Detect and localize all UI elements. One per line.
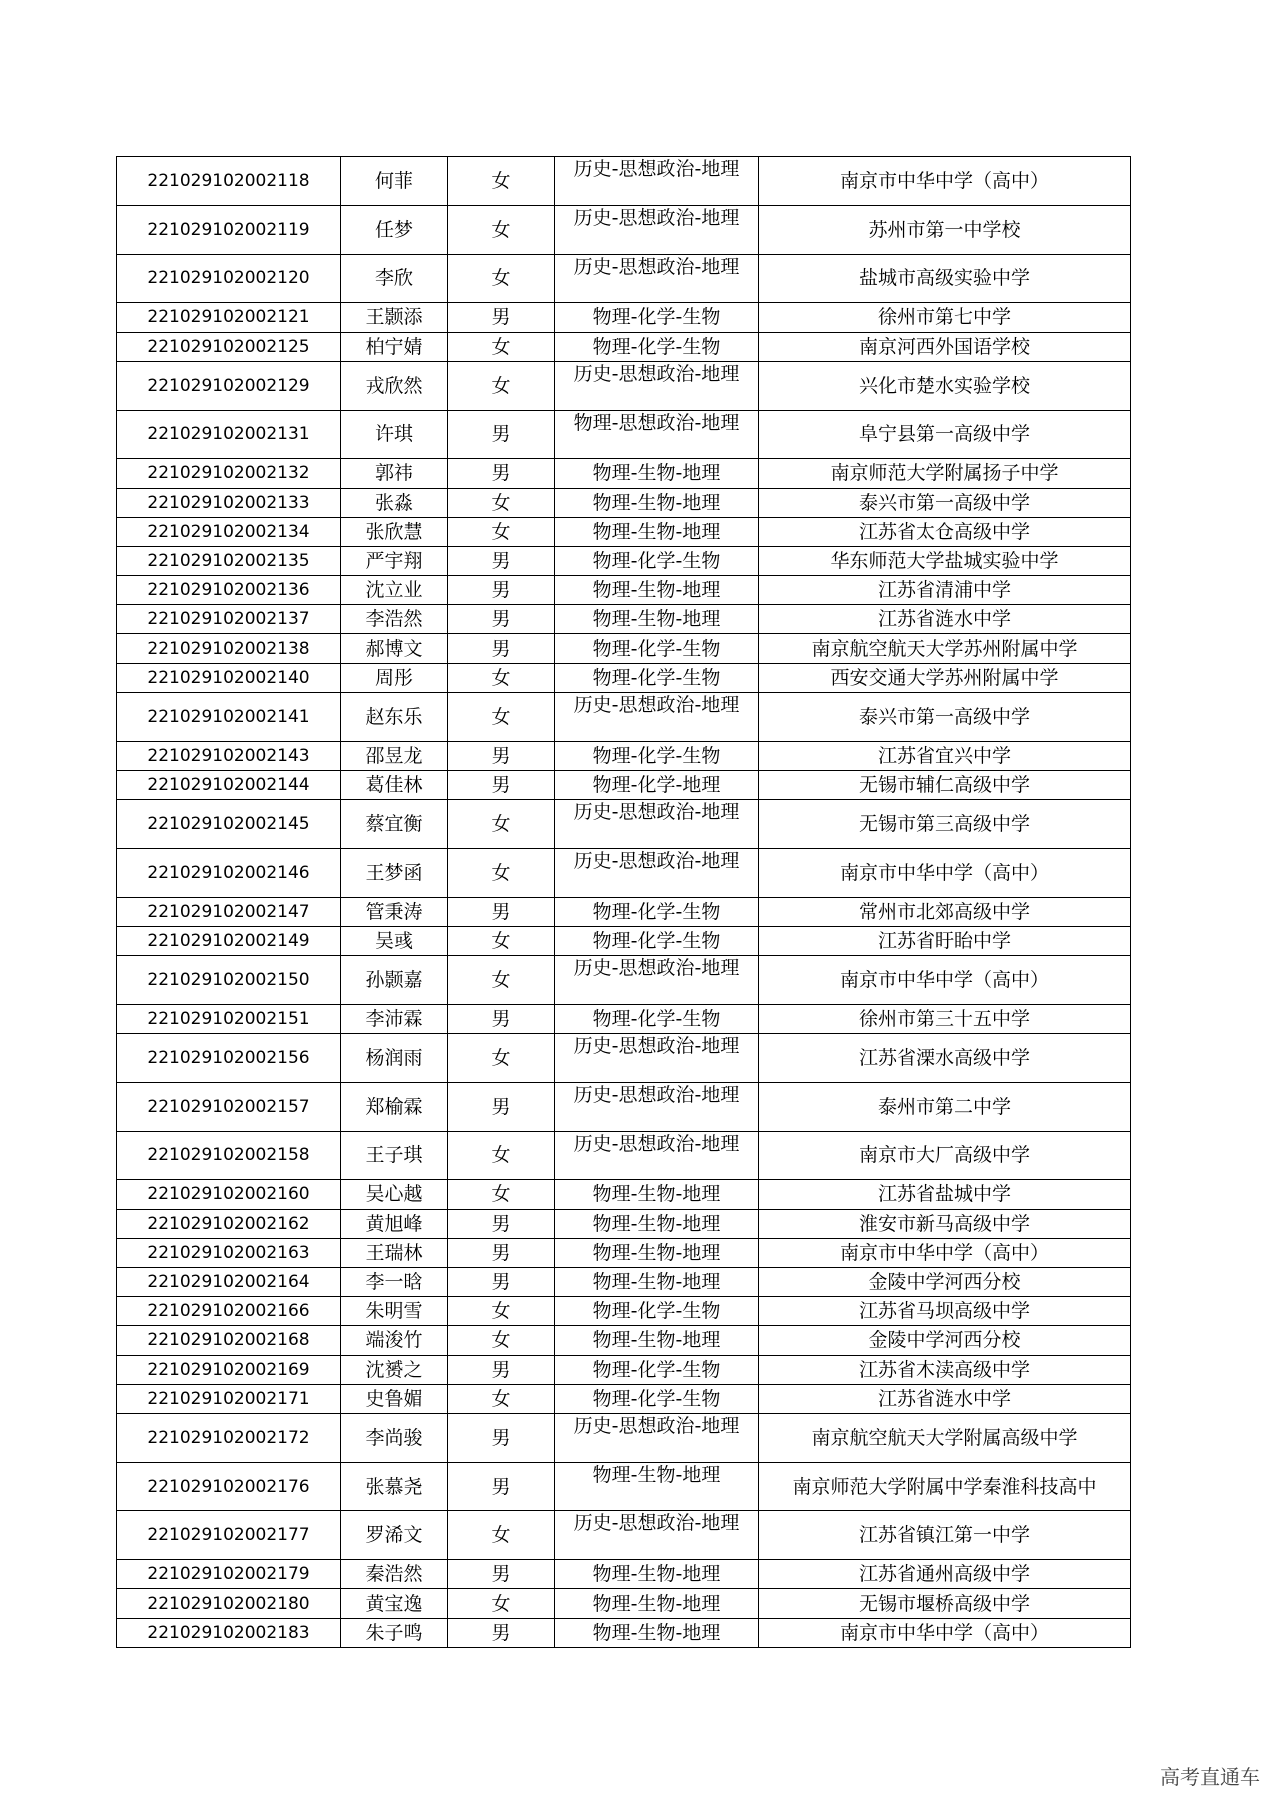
- subject-combination-cell: 历史-思想政治-地理: [555, 205, 759, 254]
- student-id-cell: 221029102002158: [117, 1131, 341, 1180]
- school-cell: 南京航空航天大学附属高级中学: [759, 1413, 1131, 1462]
- student-roster-table: [116, 156, 1131, 1648]
- gender-cell: 女: [448, 1131, 555, 1180]
- school-cell: 南京师范大学附属中学秦淮科技高中: [759, 1462, 1131, 1511]
- gender-cell: 女: [448, 800, 555, 849]
- student-id-cell: 221029102002160: [117, 1180, 341, 1209]
- subject-combination-cell: 历史-思想政治-地理: [555, 800, 759, 849]
- student-id-cell: 221029102002157: [117, 1082, 341, 1131]
- subject-combination-cell: 物理-化学-生物: [555, 663, 759, 692]
- school-cell: 南京航空航天大学苏州附属中学: [759, 634, 1131, 663]
- gender-cell: 女: [448, 488, 555, 517]
- student-id-cell: 221029102002120: [117, 254, 341, 303]
- school-cell: 南京市中华中学（高中）: [759, 157, 1131, 206]
- student-name-cell: 郑榆霖: [341, 1082, 448, 1131]
- school-cell: 泰州市第二中学: [759, 1082, 1131, 1131]
- gender-cell: 男: [448, 1462, 555, 1511]
- gender-cell: 女: [448, 157, 555, 206]
- subject-combination-cell: 历史-思想政治-地理: [555, 956, 759, 1005]
- subject-combination-cell: 物理-生物-地理: [555, 1180, 759, 1209]
- student-id-cell: 221029102002118: [117, 157, 341, 206]
- student-name-cell: 朱子鸣: [341, 1618, 448, 1647]
- gender-cell: 男: [448, 459, 555, 488]
- student-id-cell: 221029102002162: [117, 1209, 341, 1238]
- student-name-cell: 许琪: [341, 410, 448, 459]
- gender-cell: 男: [448, 1082, 555, 1131]
- subject-combination-cell: 物理-化学-生物: [555, 303, 759, 332]
- student-name-cell: 孙颢嘉: [341, 956, 448, 1005]
- gender-cell: 女: [448, 517, 555, 546]
- gender-cell: 男: [448, 1560, 555, 1589]
- student-name-cell: 黄宝逸: [341, 1589, 448, 1618]
- subject-combination-cell: 物理-生物-地理: [555, 605, 759, 634]
- student-id-cell: 221029102002151: [117, 1004, 341, 1033]
- gender-cell: 女: [448, 956, 555, 1005]
- school-cell: 华东师范大学盐城实验中学: [759, 546, 1131, 575]
- subject-combination-cell: 物理-化学-生物: [555, 926, 759, 955]
- school-cell: 淮安市新马高级中学: [759, 1209, 1131, 1238]
- subject-combination-cell: 历史-思想政治-地理: [555, 1511, 759, 1560]
- subject-combination-cell: 物理-生物-地理: [555, 488, 759, 517]
- subject-combination-cell: 物理-生物-地理: [555, 576, 759, 605]
- school-cell: 南京市中华中学（高中）: [759, 1618, 1131, 1647]
- student-name-cell: 吴心越: [341, 1180, 448, 1209]
- student-name-cell: 张淼: [341, 488, 448, 517]
- gender-cell: 男: [448, 1209, 555, 1238]
- student-name-cell: 黄旭峰: [341, 1209, 448, 1238]
- student-name-cell: 端浚竹: [341, 1326, 448, 1355]
- student-id-cell: 221029102002135: [117, 546, 341, 575]
- school-cell: 江苏省宜兴中学: [759, 741, 1131, 770]
- student-id-cell: 221029102002141: [117, 692, 341, 741]
- student-name-cell: 李一晗: [341, 1267, 448, 1296]
- student-name-cell: 王子琪: [341, 1131, 448, 1180]
- gender-cell: 女: [448, 1384, 555, 1413]
- school-cell: 南京河西外国语学校: [759, 332, 1131, 361]
- school-cell: 江苏省涟水中学: [759, 605, 1131, 634]
- roster-body: [117, 157, 1131, 1648]
- gender-cell: 女: [448, 1297, 555, 1326]
- gender-cell: 男: [448, 741, 555, 770]
- school-cell: 南京市中华中学（高中）: [759, 1238, 1131, 1267]
- student-id-cell: 221029102002176: [117, 1462, 341, 1511]
- subject-combination-cell: 物理-生物-地理: [555, 1209, 759, 1238]
- student-id-cell: 221029102002146: [117, 848, 341, 897]
- school-cell: 无锡市辅仁高级中学: [759, 770, 1131, 799]
- table-row: [117, 546, 1131, 575]
- student-id-cell: 221029102002171: [117, 1384, 341, 1413]
- student-id-cell: 221029102002150: [117, 956, 341, 1005]
- table-row: [117, 1355, 1131, 1384]
- student-name-cell: 王颢添: [341, 303, 448, 332]
- student-name-cell: 王瑞林: [341, 1238, 448, 1267]
- school-cell: 江苏省木渎高级中学: [759, 1355, 1131, 1384]
- subject-combination-cell: 物理-生物-地理: [555, 1267, 759, 1296]
- table-row: [117, 1209, 1131, 1238]
- school-cell: 江苏省太仓高级中学: [759, 517, 1131, 546]
- student-name-cell: 史鲁媚: [341, 1384, 448, 1413]
- table-row: [117, 663, 1131, 692]
- table-row: [117, 332, 1131, 361]
- student-id-cell: 221029102002134: [117, 517, 341, 546]
- school-cell: 盐城市高级实验中学: [759, 254, 1131, 303]
- table-row: [117, 1180, 1131, 1209]
- student-id-cell: 221029102002137: [117, 605, 341, 634]
- table-row: [117, 770, 1131, 799]
- subject-combination-cell: 物理-化学-生物: [555, 1355, 759, 1384]
- school-cell: 江苏省镇江第一中学: [759, 1511, 1131, 1560]
- student-id-cell: 221029102002166: [117, 1297, 341, 1326]
- gender-cell: 男: [448, 1267, 555, 1296]
- student-id-cell: 221029102002156: [117, 1033, 341, 1082]
- student-name-cell: 杨润雨: [341, 1033, 448, 1082]
- gender-cell: 男: [448, 410, 555, 459]
- student-id-cell: 221029102002121: [117, 303, 341, 332]
- subject-combination-cell: 物理-化学-生物: [555, 1004, 759, 1033]
- table-row: [117, 1267, 1131, 1296]
- school-cell: 阜宁县第一高级中学: [759, 410, 1131, 459]
- gender-cell: 女: [448, 332, 555, 361]
- school-cell: 江苏省盐城中学: [759, 1180, 1131, 1209]
- student-name-cell: 管秉涛: [341, 897, 448, 926]
- school-cell: 苏州市第一中学校: [759, 205, 1131, 254]
- subject-combination-cell: 历史-思想政治-地理: [555, 848, 759, 897]
- school-cell: 江苏省清浦中学: [759, 576, 1131, 605]
- subject-combination-cell: 物理-生物-地理: [555, 1618, 759, 1647]
- student-id-cell: 221029102002177: [117, 1511, 341, 1560]
- gender-cell: 女: [448, 254, 555, 303]
- gender-cell: 男: [448, 770, 555, 799]
- gender-cell: 女: [448, 848, 555, 897]
- gender-cell: 男: [448, 1355, 555, 1384]
- student-name-cell: 郭祎: [341, 459, 448, 488]
- table-row: [117, 1131, 1131, 1180]
- student-name-cell: 郝博文: [341, 634, 448, 663]
- student-id-cell: 221029102002132: [117, 459, 341, 488]
- table-row: [117, 1297, 1131, 1326]
- student-name-cell: 柏宁婧: [341, 332, 448, 361]
- subject-combination-cell: 历史-思想政治-地理: [555, 361, 759, 410]
- school-cell: 南京市中华中学（高中）: [759, 848, 1131, 897]
- student-id-cell: 221029102002147: [117, 897, 341, 926]
- table-row: [117, 956, 1131, 1005]
- student-id-cell: 221029102002183: [117, 1618, 341, 1647]
- table-row: [117, 1326, 1131, 1355]
- subject-combination-cell: 物理-思想政治-地理: [555, 410, 759, 459]
- student-name-cell: 王梦函: [341, 848, 448, 897]
- student-id-cell: 221029102002125: [117, 332, 341, 361]
- table-row: [117, 1589, 1131, 1618]
- student-id-cell: 221029102002133: [117, 488, 341, 517]
- student-id-cell: 221029102002168: [117, 1326, 341, 1355]
- subject-combination-cell: 物理-生物-地理: [555, 1560, 759, 1589]
- student-id-cell: 221029102002138: [117, 634, 341, 663]
- student-id-cell: 221029102002131: [117, 410, 341, 459]
- gender-cell: 男: [448, 576, 555, 605]
- student-id-cell: 221029102002180: [117, 1589, 341, 1618]
- table-row: [117, 1384, 1131, 1413]
- subject-combination-cell: 历史-思想政治-地理: [555, 1413, 759, 1462]
- student-name-cell: 葛佳林: [341, 770, 448, 799]
- school-cell: 江苏省盱眙中学: [759, 926, 1131, 955]
- table-row: [117, 205, 1131, 254]
- gender-cell: 女: [448, 361, 555, 410]
- table-row: [117, 1560, 1131, 1589]
- school-cell: 泰兴市第一高级中学: [759, 692, 1131, 741]
- gender-cell: 女: [448, 692, 555, 741]
- student-id-cell: 221029102002145: [117, 800, 341, 849]
- school-cell: 泰兴市第一高级中学: [759, 488, 1131, 517]
- subject-combination-cell: 物理-生物-地理: [555, 517, 759, 546]
- gender-cell: 女: [448, 663, 555, 692]
- subject-combination-cell: 物理-生物-地理: [555, 1238, 759, 1267]
- school-cell: 常州市北郊高级中学: [759, 897, 1131, 926]
- school-cell: 西安交通大学苏州附属中学: [759, 663, 1131, 692]
- school-cell: 南京市中华中学（高中）: [759, 956, 1131, 1005]
- subject-combination-cell: 物理-化学-生物: [555, 741, 759, 770]
- student-name-cell: 戎欣然: [341, 361, 448, 410]
- gender-cell: 女: [448, 1033, 555, 1082]
- table-row: [117, 410, 1131, 459]
- student-id-cell: 221029102002172: [117, 1413, 341, 1462]
- gender-cell: 男: [448, 1238, 555, 1267]
- student-name-cell: 吴彧: [341, 926, 448, 955]
- subject-combination-cell: 历史-思想政治-地理: [555, 1082, 759, 1131]
- table-row: [117, 576, 1131, 605]
- subject-combination-cell: 历史-思想政治-地理: [555, 254, 759, 303]
- school-cell: 江苏省马坝高级中学: [759, 1297, 1131, 1326]
- school-cell: 南京师范大学附属扬子中学: [759, 459, 1131, 488]
- school-cell: 江苏省溧水高级中学: [759, 1033, 1131, 1082]
- table-row: [117, 1082, 1131, 1131]
- table-row: [117, 303, 1131, 332]
- subject-combination-cell: 历史-思想政治-地理: [555, 157, 759, 206]
- gender-cell: 男: [448, 303, 555, 332]
- student-id-cell: 221029102002179: [117, 1560, 341, 1589]
- student-name-cell: 秦浩然: [341, 1560, 448, 1589]
- subject-combination-cell: 物理-化学-生物: [555, 332, 759, 361]
- table-row: [117, 1238, 1131, 1267]
- school-cell: 金陵中学河西分校: [759, 1326, 1131, 1355]
- table-row: [117, 800, 1131, 849]
- school-cell: 兴化市楚水实验学校: [759, 361, 1131, 410]
- table-row: [117, 517, 1131, 546]
- school-cell: 江苏省通州高级中学: [759, 1560, 1131, 1589]
- table-row: [117, 926, 1131, 955]
- subject-combination-cell: 物理-化学-生物: [555, 546, 759, 575]
- subject-combination-cell: 物理-化学-地理: [555, 770, 759, 799]
- gender-cell: 女: [448, 1326, 555, 1355]
- table-row: [117, 897, 1131, 926]
- table-row: [117, 605, 1131, 634]
- table-row: [117, 361, 1131, 410]
- gender-cell: 女: [448, 205, 555, 254]
- school-cell: 江苏省涟水中学: [759, 1384, 1131, 1413]
- table-row: [117, 1004, 1131, 1033]
- table-row: [117, 1618, 1131, 1647]
- student-id-cell: 221029102002140: [117, 663, 341, 692]
- table-row: [117, 1462, 1131, 1511]
- school-cell: 徐州市第七中学: [759, 303, 1131, 332]
- table-row: [117, 741, 1131, 770]
- student-id-cell: 221029102002119: [117, 205, 341, 254]
- table-row: [117, 157, 1131, 206]
- school-cell: 无锡市第三高级中学: [759, 800, 1131, 849]
- gender-cell: 男: [448, 1618, 555, 1647]
- subject-combination-cell: 物理-生物-地理: [555, 1462, 759, 1511]
- subject-combination-cell: 物理-化学-生物: [555, 634, 759, 663]
- subject-combination-cell: 物理-生物-地理: [555, 1326, 759, 1355]
- gender-cell: 男: [448, 634, 555, 663]
- subject-combination-cell: 物理-化学-生物: [555, 1297, 759, 1326]
- gender-cell: 女: [448, 1589, 555, 1618]
- student-name-cell: 邵昱龙: [341, 741, 448, 770]
- gender-cell: 男: [448, 605, 555, 634]
- student-name-cell: 任梦: [341, 205, 448, 254]
- school-cell: 徐州市第三十五中学: [759, 1004, 1131, 1033]
- student-id-cell: 221029102002129: [117, 361, 341, 410]
- subject-combination-cell: 物理-化学-生物: [555, 1384, 759, 1413]
- school-cell: 金陵中学河西分校: [759, 1267, 1131, 1296]
- table-row: [117, 692, 1131, 741]
- gender-cell: 女: [448, 1511, 555, 1560]
- subject-combination-cell: 物理-化学-生物: [555, 897, 759, 926]
- student-name-cell: 沈赟之: [341, 1355, 448, 1384]
- gender-cell: 男: [448, 897, 555, 926]
- student-id-cell: 221029102002143: [117, 741, 341, 770]
- table-row: [117, 254, 1131, 303]
- gender-cell: 男: [448, 1004, 555, 1033]
- student-name-cell: 张欣慧: [341, 517, 448, 546]
- gender-cell: 女: [448, 1180, 555, 1209]
- student-id-cell: 221029102002149: [117, 926, 341, 955]
- student-id-cell: 221029102002136: [117, 576, 341, 605]
- student-name-cell: 赵东乐: [341, 692, 448, 741]
- gender-cell: 男: [448, 1413, 555, 1462]
- table-row: [117, 848, 1131, 897]
- school-cell: 南京市大厂高级中学: [759, 1131, 1131, 1180]
- student-name-cell: 李欣: [341, 254, 448, 303]
- table-row: [117, 634, 1131, 663]
- subject-combination-cell: 历史-思想政治-地理: [555, 1131, 759, 1180]
- student-name-cell: 李浩然: [341, 605, 448, 634]
- student-name-cell: 蔡宜衡: [341, 800, 448, 849]
- student-id-cell: 221029102002169: [117, 1355, 341, 1384]
- subject-combination-cell: 物理-生物-地理: [555, 459, 759, 488]
- student-id-cell: 221029102002163: [117, 1238, 341, 1267]
- student-name-cell: 周彤: [341, 663, 448, 692]
- table-row: [117, 459, 1131, 488]
- table-row: [117, 1511, 1131, 1560]
- subject-combination-cell: 历史-思想政治-地理: [555, 1033, 759, 1082]
- school-cell: 无锡市堰桥高级中学: [759, 1589, 1131, 1618]
- student-id-cell: 221029102002144: [117, 770, 341, 799]
- gender-cell: 男: [448, 546, 555, 575]
- student-name-cell: 李沛霖: [341, 1004, 448, 1033]
- table-row: [117, 1413, 1131, 1462]
- student-name-cell: 李尚骏: [341, 1413, 448, 1462]
- watermark-text: 高考直通车: [1160, 1765, 1260, 1789]
- student-name-cell: 罗浠文: [341, 1511, 448, 1560]
- subject-combination-cell: 物理-生物-地理: [555, 1589, 759, 1618]
- gender-cell: 女: [448, 926, 555, 955]
- student-name-cell: 张慕尧: [341, 1462, 448, 1511]
- student-name-cell: 朱明雪: [341, 1297, 448, 1326]
- student-name-cell: 何菲: [341, 157, 448, 206]
- student-name-cell: 严宇翔: [341, 546, 448, 575]
- table-row: [117, 488, 1131, 517]
- student-name-cell: 沈立业: [341, 576, 448, 605]
- table-row: [117, 1033, 1131, 1082]
- subject-combination-cell: 历史-思想政治-地理: [555, 692, 759, 741]
- student-id-cell: 221029102002164: [117, 1267, 341, 1296]
